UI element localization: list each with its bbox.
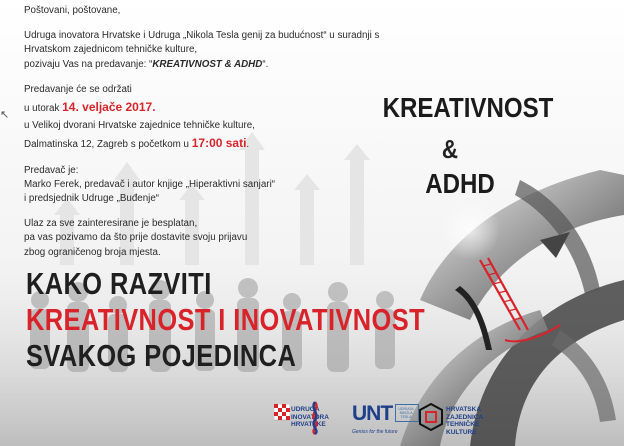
intro-prefix: pozivaju Vas na predavanje: “ xyxy=(24,58,153,70)
uih-line-1: UDRUGA xyxy=(291,406,320,413)
address-line xyxy=(24,136,384,152)
uih-line-2: INOVATORA xyxy=(291,413,329,421)
tesla-tagline: Genius for the future xyxy=(352,429,398,435)
hztk-line-1: HRVATSKA xyxy=(446,406,482,413)
lecture-title-inline: KREATIVNOST & ADHD xyxy=(152,58,263,70)
headline-line-1: KAKO RAZVITI xyxy=(26,266,212,301)
invitation-letter xyxy=(24,4,384,260)
hztk-line-3: TEHNIČKE xyxy=(446,421,480,428)
uih-line-3: HRVATSKE xyxy=(291,421,326,428)
intro-suffix: “. xyxy=(262,58,269,70)
intro-line-2 xyxy=(24,58,384,72)
address-suffix: . xyxy=(246,139,250,151)
hztk-line-2: ZAJEDNICA xyxy=(446,413,484,421)
entry-line-3: zbog ograničenog broja mjesta. xyxy=(24,246,161,258)
venue-line: u Velikoj dvorani Hrvatske zajednice tehničke kulture, xyxy=(24,120,255,132)
mouse-cursor-icon: ↖ xyxy=(0,109,10,121)
address-prefix: Dalmatinska 12, Zagreb s početkom u xyxy=(24,139,192,151)
title-ampersand: & xyxy=(441,134,459,164)
speaker-label: Predavač je: xyxy=(24,164,79,176)
intro-line-1: Udruga inovatora Hrvatske i Udruga „Nikola Tesla genij za budućnost“ u suradnji s Hrvatskom zajednicom tehničke kulture, xyxy=(24,30,380,56)
speaker-line-1: Marko Ferek, predavač i autor knjige „Hiperaktivni sanjari“ xyxy=(24,178,276,190)
croatian-checker-icon xyxy=(274,404,290,428)
headline-line-2: KREATIVNOST I INOVATIVNOST xyxy=(26,302,426,337)
date-line xyxy=(24,100,384,116)
sponsor-logos xyxy=(0,396,624,446)
hztk-cube-icon xyxy=(418,402,444,432)
greeting: Poštovani, poštovane, xyxy=(24,5,121,16)
entry-line-2: pa vas pozivamo da što prije dostavite svoju prijavu xyxy=(24,232,248,244)
date-prefix: u utorak xyxy=(24,103,63,115)
hztk-line-4: KULTURE xyxy=(446,428,477,436)
held-line: Predavanje će se održati xyxy=(24,83,132,95)
title-kreativnost: KREATIVNOST xyxy=(382,92,554,123)
tesla-figure-icon xyxy=(306,400,324,436)
title-adhd: ADHD xyxy=(425,168,495,199)
event-date: 14. veljače 2017. xyxy=(62,100,156,115)
entry-line-1: Ulaz za sve zainteresirane je besplatan, xyxy=(24,218,198,230)
speaker-line-2: i predsjednik Udruge „Buđenje“ xyxy=(24,193,160,205)
third-logo-text: UDRUGA NIKOLA TESLA xyxy=(398,407,414,420)
event-time: 17:00 sati xyxy=(191,136,247,151)
headline-line-3: SVAKOG POJEDINCA xyxy=(26,338,297,373)
hztk-logo-text xyxy=(446,406,506,436)
tesla-mark: UNT xyxy=(352,402,393,425)
